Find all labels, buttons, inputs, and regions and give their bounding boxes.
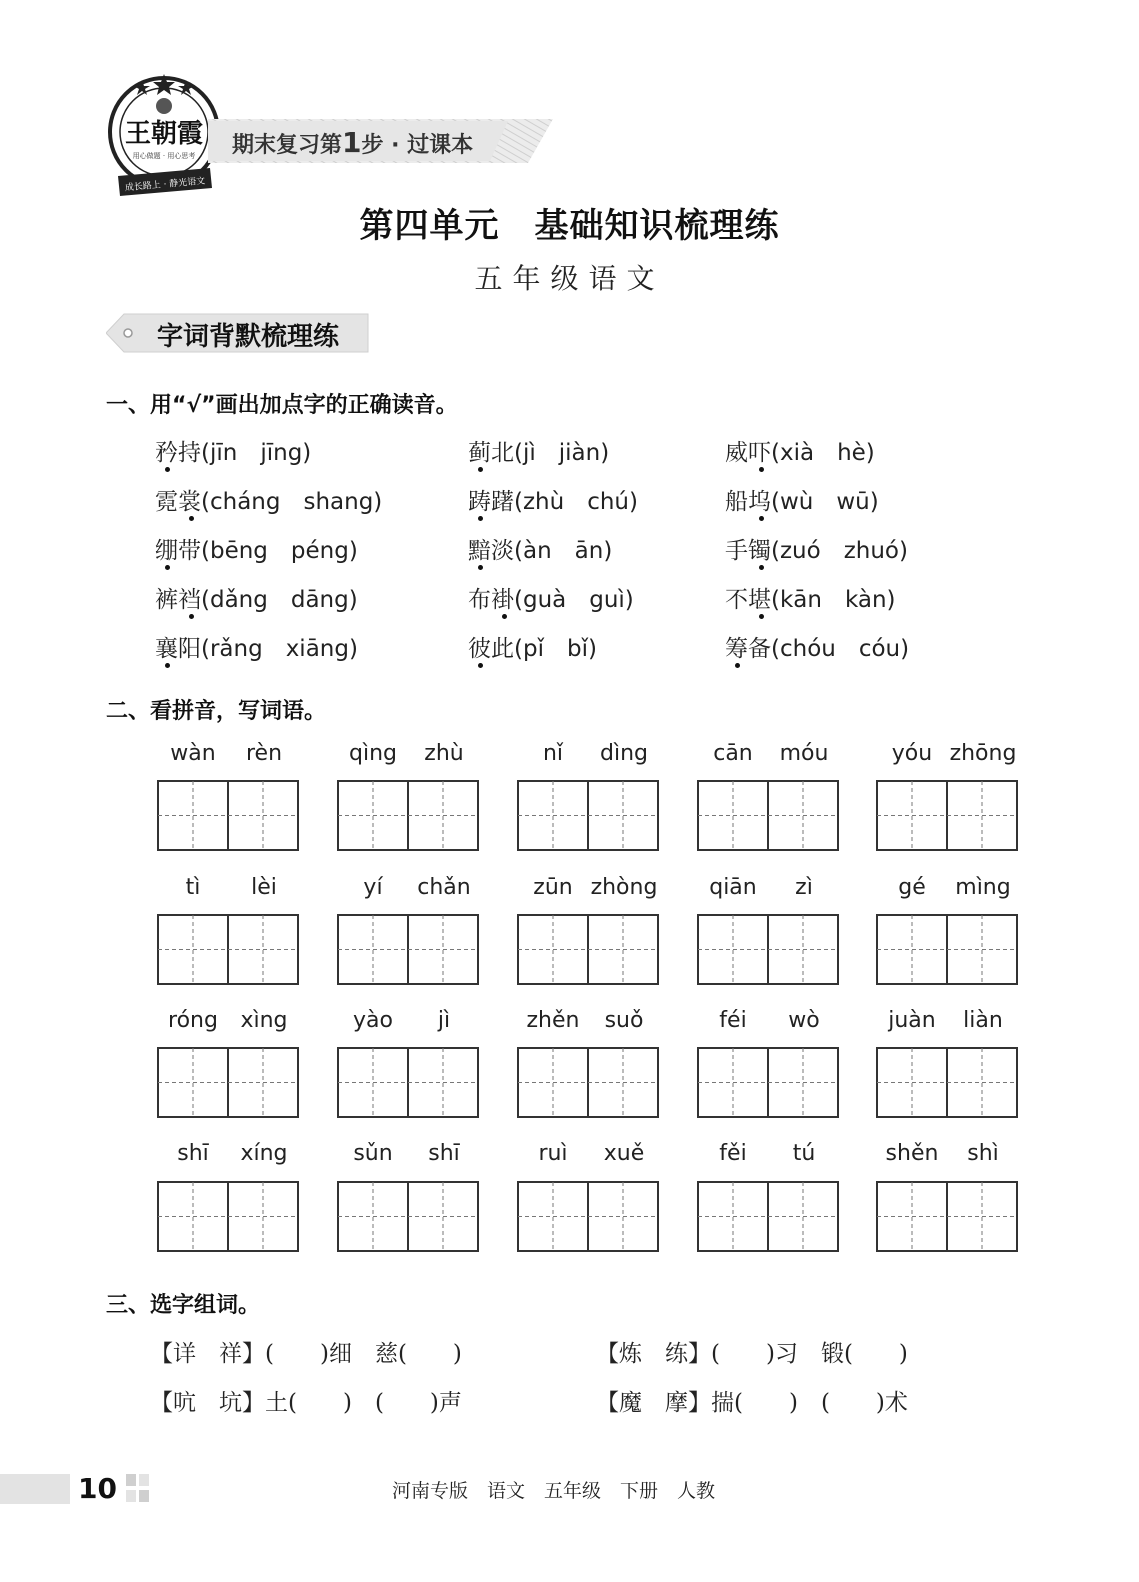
pinyin-syllable: chǎn [417, 875, 471, 900]
reading-item [725, 630, 909, 663]
reading-options: (àn ān) [514, 538, 613, 564]
reading-word: 蓟北 [468, 440, 514, 466]
writing-grid[interactable] [517, 1047, 659, 1118]
emphasis-dot [478, 516, 483, 521]
reading-word: 威吓 [725, 440, 771, 466]
reading-options: (cháng shang) [201, 489, 383, 515]
svg-text:用心做题 · 用心思考: 用心做题 · 用心思考 [132, 152, 196, 160]
writing-grid[interactable] [157, 1047, 299, 1118]
reading-options: (kān kàn) [771, 587, 896, 613]
reading-word: 船坞 [725, 489, 771, 515]
reading-item [155, 483, 382, 516]
pinyin-syllable: gé [898, 875, 926, 900]
emphasis-dot [735, 663, 740, 668]
writing-grid[interactable] [697, 914, 839, 985]
pinyin-syllable: rèn [245, 741, 283, 766]
writing-grid[interactable] [157, 914, 299, 985]
emphasis-dot [759, 516, 764, 521]
pinyin-syllable: cān [713, 741, 753, 766]
pinyin-syllable: zhòng [590, 875, 658, 900]
pinyin-syllable: wò [788, 1008, 820, 1033]
reading-options: (bēng péng) [201, 538, 358, 564]
pinyin-syllable: yào [353, 1008, 393, 1033]
page-number: 10 [78, 1472, 117, 1505]
pinyin-syllable: nǐ [542, 741, 564, 766]
emphasis-dot [759, 565, 764, 570]
pinyin-syllable: róng [168, 1008, 218, 1033]
pinyin-syllable: zhōng [949, 741, 1017, 766]
reading-options: (dǎng dāng) [201, 587, 358, 613]
reading-item [468, 532, 612, 565]
svg-text:成长路上 · 静光语文: 成长路上 · 静光语文 [124, 176, 206, 194]
emphasis-dot [759, 467, 764, 472]
step-prefix: 期末复习第 [232, 133, 343, 158]
part3-row1-right: 【炼 练】( )习 锻( ) [596, 1341, 908, 1367]
reading-item [725, 483, 879, 516]
writing-grid[interactable] [517, 1181, 659, 1252]
pinyin-syllable: móu [779, 741, 829, 766]
part2-heading: 二、看拼音，写词语。 [106, 699, 327, 724]
reading-options: (jīn jīng) [201, 440, 312, 466]
reading-word: 踌躇 [468, 489, 514, 515]
writing-grid[interactable] [517, 914, 659, 985]
pinyin-syllable: ruì [538, 1141, 568, 1166]
reading-word: 不堪 [725, 587, 771, 613]
pinyin-syllable: liàn [963, 1008, 1003, 1033]
reading-word: 黯淡 [468, 538, 514, 564]
pinyin-syllable: jì [437, 1008, 451, 1033]
reading-item [468, 581, 634, 614]
pinyin-syllable: mìng [955, 875, 1011, 900]
step-banner-label [232, 126, 473, 159]
reading-options: (wù wū) [771, 489, 879, 515]
pinyin-syllable: dìng [600, 741, 648, 766]
part3-row2-right: 【魔 摩】揣( ) ( )术 [596, 1390, 908, 1416]
pinyin-syllable: wàn [170, 741, 216, 766]
emphasis-dot [165, 467, 170, 472]
reading-word: 彼此 [468, 636, 514, 662]
page-number-bar [0, 1474, 70, 1504]
emphasis-dot [189, 614, 194, 619]
writing-grid[interactable] [157, 1181, 299, 1252]
reading-item [468, 483, 638, 516]
reading-word: 矜持 [155, 440, 201, 466]
reading-item [725, 532, 908, 565]
pinyin-syllable: qiān [709, 875, 757, 900]
reading-word: 筹备 [725, 636, 771, 662]
writing-grid[interactable] [876, 914, 1018, 985]
pinyin-syllable: zì [795, 875, 813, 900]
writing-grid[interactable] [337, 1181, 479, 1252]
emphasis-dot [165, 565, 170, 570]
pinyin-syllable: xíng [240, 1141, 288, 1166]
writing-grid[interactable] [517, 780, 659, 851]
reading-word: 手镯 [725, 538, 771, 564]
part3-row1-left: 【详 祥】( )细 慈( ) [150, 1341, 462, 1367]
reading-options: (rǎng xiāng) [201, 636, 358, 662]
pinyin-syllable: shěn [885, 1141, 939, 1166]
emphasis-dot [502, 614, 507, 619]
pinyin-syllable: shì [967, 1141, 999, 1166]
reading-options: (zuó zhuó) [771, 538, 908, 564]
pinyin-syllable: shī [428, 1141, 460, 1166]
reading-word: 裤裆 [155, 587, 201, 613]
writing-grid[interactable] [337, 914, 479, 985]
reading-word: 襄阳 [155, 636, 201, 662]
reading-item [725, 434, 875, 467]
pinyin-syllable: xuě [603, 1141, 645, 1166]
pinyin-syllable: yóu [891, 741, 933, 766]
corner-squares-decoration [126, 1474, 150, 1504]
step-number: 1 [342, 126, 362, 159]
emphasis-dot [478, 467, 483, 472]
reading-item [725, 581, 896, 614]
part3-heading: 三、选字组词。 [106, 1293, 261, 1318]
pinyin-syllable: zhěn [526, 1008, 580, 1033]
reading-item [468, 434, 609, 467]
writing-grid[interactable] [876, 1181, 1018, 1252]
writing-grid[interactable] [876, 1047, 1018, 1118]
pinyin-syllable: xìng [240, 1008, 288, 1033]
reading-options: (jì jiàn) [514, 440, 610, 466]
pinyin-syllable: suǒ [604, 1008, 644, 1033]
reading-options: (xià hè) [771, 440, 875, 466]
brand-logo-seal [104, 72, 224, 200]
reading-options: (zhù chú) [514, 489, 638, 515]
reading-word: 布褂 [468, 587, 514, 613]
pinyin-syllable: juàn [888, 1008, 936, 1033]
pinyin-syllable: qìng [349, 741, 397, 766]
pinyin-syllable: lèi [251, 875, 277, 900]
part1-heading: 一、用“√”画出加点字的正确读音。 [106, 393, 458, 418]
page-subtitle: 五年级语文 [474, 262, 665, 295]
pinyin-syllable: shī [177, 1141, 209, 1166]
writing-grid[interactable] [876, 780, 1018, 851]
emphasis-dot [189, 516, 194, 521]
pinyin-syllable: féi [719, 1008, 747, 1033]
reading-options: (guà guì) [514, 587, 634, 613]
pinyin-syllable: tì [185, 875, 201, 900]
reading-item [468, 630, 597, 663]
pinyin-syllable: sǔn [353, 1141, 393, 1166]
pinyin-syllable: zhù [424, 741, 464, 766]
emphasis-dot [165, 663, 170, 668]
pinyin-syllable: zūn [533, 875, 573, 900]
reading-item [155, 581, 358, 614]
writing-grid[interactable] [157, 780, 299, 851]
reading-word: 绷带 [155, 538, 201, 564]
writing-grid[interactable] [697, 780, 839, 851]
emphasis-dot [478, 565, 483, 570]
pinyin-syllable: tú [792, 1141, 816, 1166]
pinyin-syllable: fěi [719, 1141, 747, 1166]
reading-word: 霓裳 [155, 489, 201, 515]
pinyin-syllable: yí [363, 875, 383, 900]
footer-edition: 河南专版 语文 五年级 下册 人教 [392, 1480, 716, 1502]
reading-item [155, 434, 311, 467]
writing-grid[interactable] [697, 1181, 839, 1252]
svg-text:王朝霞: 王朝霞 [124, 119, 204, 149]
emphasis-dot [478, 663, 483, 668]
writing-grid[interactable] [337, 780, 479, 851]
writing-grid[interactable] [337, 1047, 479, 1118]
reading-options: (chóu cóu) [771, 636, 910, 662]
emphasis-dot [759, 614, 764, 619]
page-title: 第四单元 基础知识梳理练 [359, 206, 780, 246]
part3-row2-left: 【吭 坑】土( ) ( )声 [150, 1390, 462, 1416]
reading-item [155, 630, 358, 663]
reading-item [155, 532, 358, 565]
writing-grid[interactable] [697, 1047, 839, 1118]
section-title: 字词背默梳理练 [157, 322, 340, 352]
reading-options: (pǐ bǐ) [514, 636, 597, 662]
step-suffix: 步 · 过课本 [361, 133, 474, 158]
